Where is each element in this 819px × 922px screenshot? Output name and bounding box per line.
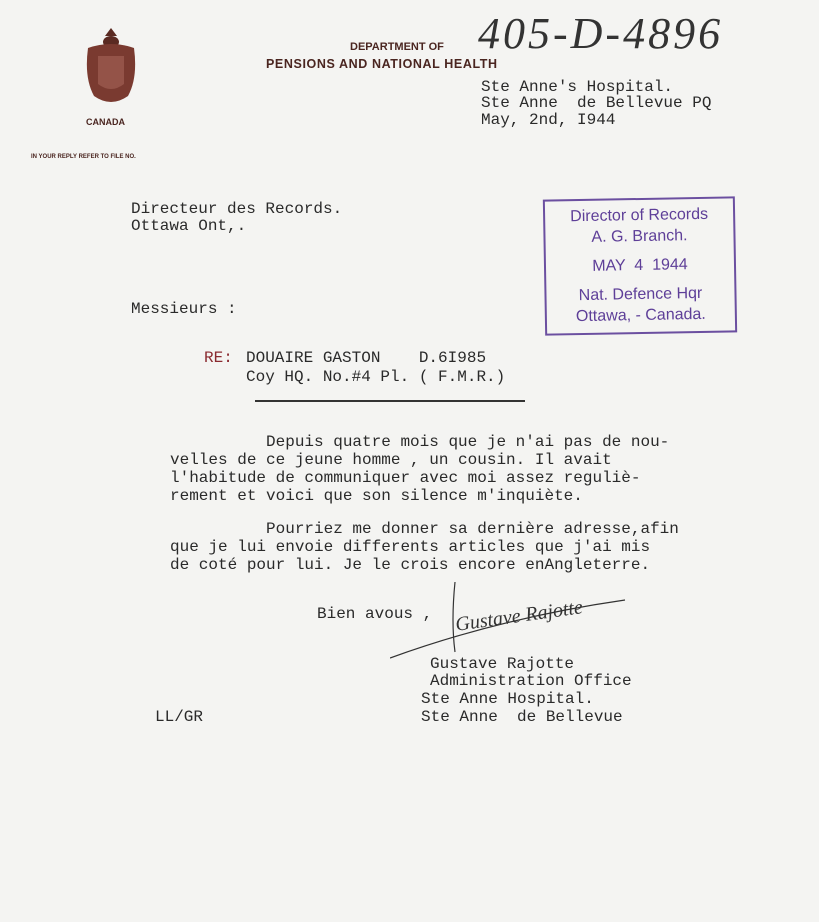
letterhead-dept-line2: PENSIONS AND NATIONAL HEALTH [266,57,498,71]
body-paragraph: Pourriez me donner sa dernière adresse,afin que je lui envoie differents articles que j'ai mis de coté pour lui. Je le crois encore enAngleterre. [170,520,679,574]
signatory-line: Administration Office [430,672,632,690]
letter-date: May, 2nd, I944 [481,111,616,129]
sender-address-line: Ste Anne's Hospital. [481,78,674,96]
signature: Gustave Rajotte [454,596,585,636]
sender-address-line: Ste Anne de Bellevue PQ [481,94,712,112]
salutation: Messieurs : [131,300,237,318]
received-stamp [543,196,737,335]
re-line: Coy HQ. No.#4 Pl. ( F.M.R.) [246,368,506,386]
signatory-line: Gustave Rajotte [430,655,575,673]
closing: Bien avous , [317,605,433,623]
stamp-line: Director of Records [570,205,709,226]
stamp-line: Nat. Defence Hqr [578,284,703,305]
re-label: RE: [204,349,233,367]
letterhead-dept-line1: DEPARTMENT OF [350,41,444,53]
divider [255,400,525,402]
recipient-line: Ottawa Ont,. [131,217,247,235]
body-paragraph: Depuis quatre mois que je n'ai pas de nou- velles de ce jeune homme , un cousin. Il avait l'habitude de communiquer avec moi assez reguliè- rement et voici que son silence m'inquiète. [170,433,670,505]
signatory-line: Ste Anne de Bellevue [421,708,623,726]
letterhead-country: CANADA [86,117,125,127]
handwritten-file-number: 405-D-4896 [478,9,724,58]
stamp-line: Ottawa, - Canada. [575,305,706,326]
file-ref-label: IN YOUR REPLY REFER TO FILE NO. [31,154,136,160]
re-line: DOUAIRE GASTON D.6I985 [246,349,487,367]
stamp-line: A. G. Branch. [591,227,688,246]
signature-strokes [390,580,630,660]
canada-coat-of-arms-icon [80,26,142,108]
stamp-date: MAY 4 1944 [592,256,688,275]
recipient-line: Directeur des Records. [131,200,343,218]
typist-initials: LL/GR [155,708,204,726]
signatory-line: Ste Anne Hospital. [421,690,594,708]
